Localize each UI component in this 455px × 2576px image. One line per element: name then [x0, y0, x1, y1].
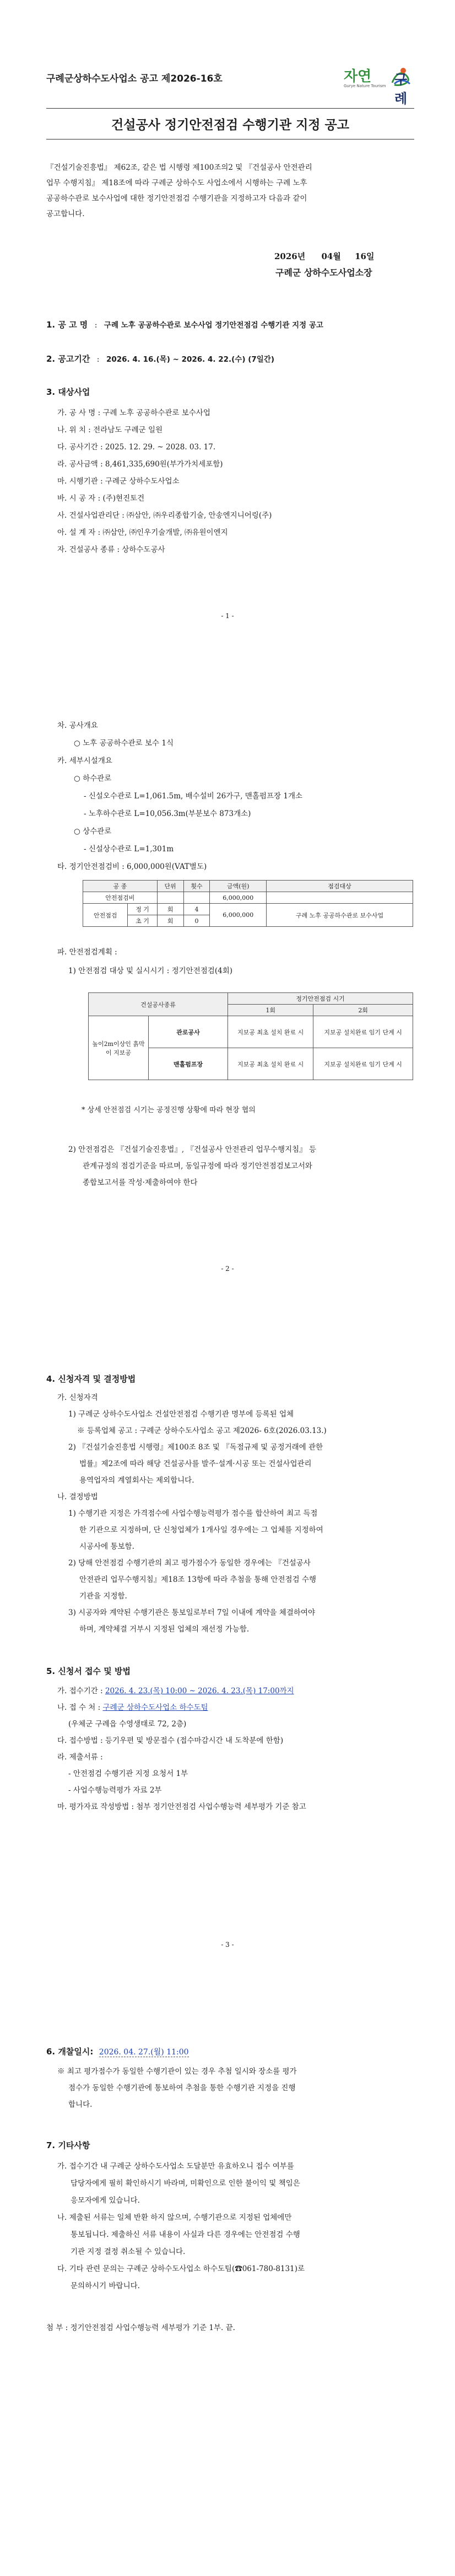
- notice-date: [274, 250, 374, 262]
- sewer-line: - 노후하수관로 L=10,056.3m(부분보수 873개소): [84, 809, 251, 818]
- eval-line: 마. 평가자료 작성방법 : 첨부 정기안전점검 사업수행능력 세부평가 기준 참고: [57, 1802, 306, 1811]
- date-year: 2026년: [274, 251, 306, 261]
- etc-line: 응모자에게 있습니다.: [71, 2196, 140, 2205]
- logo-text-main: 자연: [344, 68, 372, 85]
- sewer-head: ○ 하수관로: [74, 774, 112, 783]
- table-row: [89, 1016, 413, 1048]
- notice-number: 구례군상하수도사업소 공고 제2026-16호: [46, 73, 223, 84]
- decision-line: 1) 수행기관 지정은 가격점수에 사업수행능력평가 점수를 합산하여 최고 득점: [68, 1509, 318, 1518]
- place-value: 구례군 상하수도사업소 하수도팀: [102, 1703, 208, 1712]
- paragraph-line: 관계규정의 점검기준을 따르며, 동일규정에 따라 정기안전점검보고서와: [83, 1162, 312, 1171]
- table-cell: 관로공사: [149, 1016, 228, 1048]
- section-2: 2. 공고기간 : 2026. 4. 16.(목) ~ 2026. 4. 22.(수) (7일간): [46, 354, 275, 364]
- decision-line: 안전관리 업무수행지침』제18조 13항에 따라 추첨을 통해 안전점검 수행: [79, 1575, 317, 1584]
- logo-caption: Gurye Nature Tourism: [344, 84, 386, 88]
- table-row: [83, 892, 413, 904]
- table-header: 횟수: [183, 881, 210, 892]
- table-cell: 지보공 설치완료 임기 단계 시: [313, 1016, 413, 1048]
- intro-line: 업무 수행지침』 제18조에 따라 구례군 상하수도 사업소에서 시행하는 구례 노후: [46, 179, 307, 187]
- schedule: [57, 943, 232, 980]
- decision-line: 시공사에 통보함.: [79, 1542, 134, 1551]
- table-header: 공 종: [83, 881, 158, 892]
- table-header-row: [83, 881, 413, 892]
- logo-text-sub: 구례: [394, 71, 408, 106]
- table-cell: 구례 노후 공공하수관로 보수사업: [267, 904, 413, 927]
- title-rule-top: [46, 108, 414, 109]
- doc-item: - 사업수행능력평가 자료 2부: [68, 1786, 162, 1795]
- list-item: 가. 공 사 명 : 구례 노후 공공하수관로 보수사업: [57, 409, 210, 417]
- section-4-title: 4. 신청자격 및 결정방법: [46, 1374, 136, 1384]
- budget-line: 타. 정기안전점검비 : 6,000,000원(VAT별도): [57, 862, 207, 871]
- period-line: [57, 1683, 421, 1699]
- etc-line: 나. 제출된 서류는 일체 반환 하지 않으며, 수행기관으로 지정된 업체에만: [57, 2213, 292, 2222]
- table-cell: 안전점검비: [83, 892, 158, 904]
- table-cell: 맨홀펌프장: [149, 1048, 228, 1080]
- qual-title: 가. 신청자격: [57, 1393, 98, 1402]
- table-header-row: [89, 993, 413, 1005]
- table-row: [83, 904, 413, 915]
- page-4: [0, 2029, 455, 2575]
- table-cell: 안전점검: [83, 904, 128, 927]
- page-2: [0, 700, 455, 1307]
- section-6-note: [57, 2063, 297, 2113]
- table-cell: 0: [183, 915, 210, 927]
- overview-item: ○ 노후 공공하수관로 보수 1식: [74, 739, 174, 748]
- section-6: [46, 2046, 189, 2057]
- section-3-list: [57, 405, 272, 559]
- decision-line: 하며, 계약체결 거부시 지정된 업체의 재선정 가능함.: [79, 1625, 250, 1634]
- etc-line: 기관 지정 결정 취소될 수 있습니다.: [71, 2247, 186, 2256]
- decision-line: 한 기관으로 지정하며, 단 신청업체가 1개사일 경우에는 그 업체를 지정하여: [79, 1526, 323, 1534]
- list-item: 다. 공사기간 : 2025. 12. 29. ~ 2028. 03. 17.: [57, 443, 216, 452]
- page-number: - 1 -: [221, 612, 234, 620]
- table-cell: 지보공 최초 설치 완료 시: [228, 1016, 313, 1048]
- list-item: 마. 시행기관 : 구례군 상하수도사업소: [57, 477, 180, 486]
- attachment-line: 첨 부 : 정기안전점검 사업수행능력 세부평가 기준 1부. 끝.: [46, 2323, 235, 2332]
- table-header: 2회: [313, 1005, 413, 1016]
- note-line: 점수가 동일한 수행기관에 통보하여 추첨을 통한 수행기관 지정을 진행: [68, 2084, 296, 2092]
- table-cell: 회: [157, 915, 183, 927]
- note-line: ※ 최고 평가점수가 동일한 수행기관이 있는 경우 추첨 일시와 장소를 평가: [57, 2067, 297, 2076]
- page-number: - 3 -: [221, 1941, 234, 1949]
- schedule-sub: 1) 안전점검 대상 및 실시시기 : 정기안전점검(4회): [68, 967, 233, 975]
- qual-line: 2) 『건설기술진흥법 시행령』제100조 8조 및 『독점규제 및 공정거래에 관한: [68, 1443, 323, 1452]
- section-6-value: 2026. 04. 27.(월) 11:00: [99, 2048, 189, 2057]
- etc-line: 문의하시기 바랍니다.: [71, 2282, 140, 2290]
- overview: [57, 717, 302, 876]
- table-header: 건설공사종류: [89, 993, 228, 1016]
- section-3-title: 3. 대상사업: [46, 387, 90, 397]
- etc-line: 다. 기타 관련 문의는 구례군 상하수도사업소 하수도팀(☎061-780-8131)로: [57, 2264, 305, 2273]
- place-label: 나. 접 수 처 :: [57, 1703, 101, 1712]
- list-item: 아. 설 계 자 : ㈜삼안, ㈜인우기술개발, ㈜유원이엔지: [57, 528, 228, 537]
- list-item: 바. 시 공 자 : (주)현진토건: [57, 494, 145, 503]
- note-line: 합니다.: [68, 2100, 93, 2109]
- section-2-value: 2026. 4. 16.(목) ~ 2026. 4. 22.(수) (7일간): [106, 355, 275, 364]
- list-item: 사. 건설사업관리단 : ㈜삼안, ㈜우리종합기술, 안송엔지니어링(주): [57, 511, 272, 520]
- issuer: 구례군 상하수도사업소장: [275, 267, 372, 278]
- method-line: 다. 접수방법 : 등기우편 및 방문접수 (접수마감시간 내 도착분에 한함): [57, 1736, 284, 1745]
- qual-line: 법률』제2조에 따라 해당 건설공사를 발주·설계·시공 또는 건설사업관리: [79, 1459, 312, 1468]
- period-label: 가. 접수기간 :: [57, 1687, 103, 1695]
- inspection-table: [88, 992, 413, 1080]
- intro-line: 『건설기술진흥법』 제62조, 같은 법 시행령 제100조의2 및 『건설공사 안전관리: [46, 163, 312, 172]
- place-note: (우체군 구례읍 수영생태로 72, 2층): [68, 1720, 187, 1729]
- sewer-line: - 신설오수관로 L=1,061.5m, 배수설비 26가구, 맨홀펌프장 1개소: [84, 792, 303, 801]
- table-header: 정기안전점검 시기: [228, 993, 413, 1005]
- table-cell: [267, 892, 413, 904]
- qual-line: ※ 등록업체 공고 : 구례군 상하수도사업소 공고 제2026- 6호(2026.03.13.): [77, 1426, 327, 1435]
- paragraph-line: 2) 안전점검은 『건설기술진흥법』, 『건설공사 안전관리 업무수행지침』 등: [68, 1145, 317, 1154]
- table-cell: 4: [183, 904, 210, 915]
- section-1: 1. 공 고 명 : 구례 노후 공공하수관로 보수사업 정기안전점검 수행기관 지정 공고: [46, 320, 323, 330]
- doc-item: - 안전점검 수행기관 지정 요청서 1부: [68, 1769, 188, 1778]
- etc-line: 통보됩니다. 제출하신 서류 내용이 사실과 다른 경우에는 안전점검 수행: [71, 2230, 300, 2239]
- list-item: 나. 위 치 : 전라남도 구례군 일원: [57, 426, 163, 434]
- table-cell: 정 기: [128, 904, 157, 915]
- section-7-title: 7. 기타사항: [46, 2140, 90, 2150]
- table-cell: [157, 892, 183, 904]
- place-line: [57, 1699, 421, 1716]
- qual-line: 용역업자의 계열회사는 제외합니다.: [79, 1476, 194, 1485]
- budget-table: [83, 880, 413, 927]
- date-month: 04월: [321, 251, 341, 261]
- docs-title: 라. 제출서류 :: [57, 1753, 103, 1762]
- page-3: [0, 1356, 455, 1979]
- table-cell: 지보공 설치완료 임기 단계 시: [313, 1048, 413, 1080]
- intro-line: 공고합니다.: [46, 210, 85, 218]
- water-line: - 신설상수관로 L=1,301m: [84, 845, 174, 854]
- list-item: 자. 건설공사 종류 : 상하수도공사: [57, 545, 165, 554]
- schedule-note: * 상세 안전점검 시기는 공정진행 상황에 따라 현장 협의: [82, 1106, 256, 1114]
- water-head: ○ 상수관로: [74, 827, 112, 836]
- schedule-title: 파. 안전점검계획 :: [57, 948, 117, 957]
- item-2-paragraph: [68, 1141, 421, 1191]
- page-title: 건설공사 정기안전점검 수행기관 지정 공고: [111, 118, 349, 132]
- table-header: 점검대상: [267, 881, 413, 892]
- table-cell: 높이2m이상인 흙막이 지보공: [89, 1016, 149, 1080]
- section-5-title: 5. 신청서 접수 및 방법: [46, 1666, 131, 1676]
- details-title: 카. 세부시설개요: [57, 756, 112, 765]
- decision-title: 나. 결정방법: [57, 1493, 98, 1501]
- qual-line: 1) 구례군 상하수도사업소 건설안전점검 수행기관 명부에 등록된 업체: [68, 1410, 294, 1419]
- page-number: - 2 -: [221, 1265, 234, 1273]
- overview-title: 차. 공사개요: [57, 721, 98, 730]
- section-4-body: [57, 1389, 421, 1638]
- list-item: 라. 공사금액 : 8,461,335,690원(부가가치세포함): [57, 460, 223, 469]
- page-1: [0, 0, 455, 651]
- section-6-label: 6. 개찰일시:: [46, 2047, 94, 2057]
- section-2-label: 2. 공고기간: [46, 354, 90, 364]
- table-cell: 지보공 최초 설치 완료 시: [228, 1048, 313, 1080]
- section-5-body: [57, 1683, 421, 1815]
- table-header: 금액(원): [210, 881, 267, 892]
- paragraph-line: 종합보고서를 작성·제출하여야 한다: [83, 1178, 198, 1187]
- table-cell: 초 기: [128, 915, 157, 927]
- table-cell: 회: [157, 904, 183, 915]
- table-cell: 6,000,000: [210, 904, 267, 927]
- intro-line: 공공하수관로 보수사업에 대한 정기안전점검 수행기관을 지정하고자 다음과 같이: [46, 194, 307, 203]
- section-1-value: 구례 노후 공공하수관로 보수사업 정기안전점검 수행기관 지정 공고: [104, 321, 323, 330]
- table-cell: [183, 892, 210, 904]
- intro-paragraph: [46, 160, 415, 222]
- section-7-body: [57, 2158, 305, 2295]
- etc-line: 담당자에게 필히 확인하시기 바라며, 미확인으로 인한 불이익 및 책임은: [71, 2179, 300, 2188]
- section-1-label: 1. 공 고 명: [46, 320, 88, 330]
- period-value: 2026. 4. 23.(목) 10:00 ~ 2026. 4. 23.(목) 17:00까지: [105, 1687, 294, 1695]
- table-header: 1회: [228, 1005, 313, 1016]
- decision-line: 3) 시공자와 계약된 수행기관은 통보일로부터 7일 이내에 계약을 체결하여야: [68, 1608, 316, 1617]
- table-cell: 6,000,000: [210, 892, 267, 904]
- decision-line: 2) 당해 안전점검 수행기관의 최고 평가점수가 동일한 경우에는 『건설공사: [68, 1559, 311, 1568]
- table-header: 단위: [157, 881, 183, 892]
- etc-line: 가. 접수기간 내 구례군 상하수도사업소 도달분만 유효하오니 접수 여부를: [57, 2162, 294, 2171]
- gurye-logo: [342, 61, 419, 106]
- decision-line: 기관을 지정함.: [79, 1592, 127, 1601]
- date-day: 16일: [355, 251, 375, 261]
